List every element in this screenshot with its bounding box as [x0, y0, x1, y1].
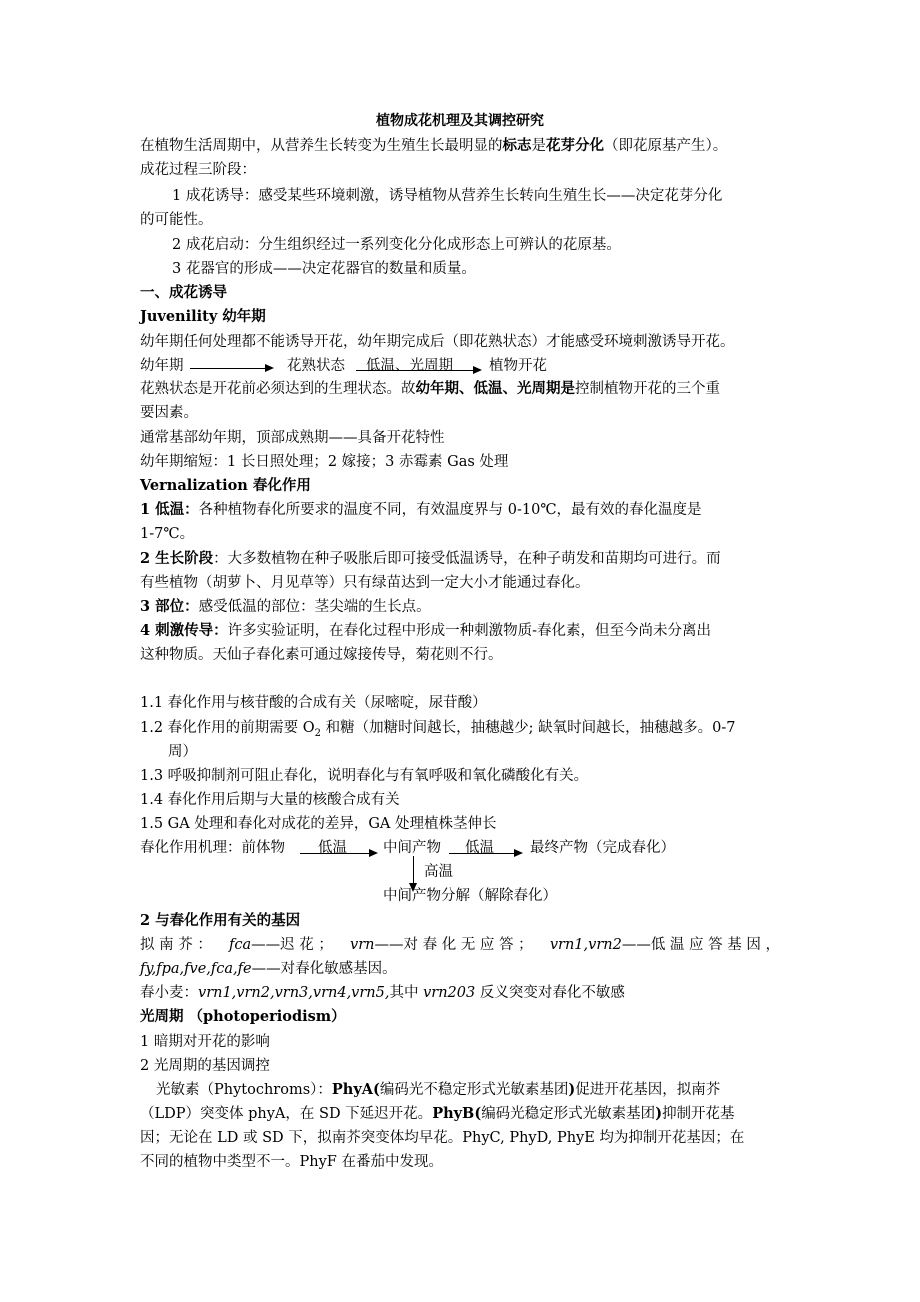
genes-wheat: 春小麦：vrn1,vrn2,vrn3,vrn4,vrn5,其中 vrn203 反义突变对春化不敏感	[140, 985, 625, 1001]
vern-item-1-cont: 1-7℃。	[140, 526, 195, 542]
phytochrome-line-2: （LDP）突变体 phyA，在 SD 下延迟开花。PhyB(编码光稳定形式光敏素基团)抑制开花基	[140, 1105, 735, 1122]
vern-item-1: 1 低温：各种植物春化所要求的温度不同，有效温度界与 0-10℃，最有效的春化温度是	[140, 501, 702, 518]
genes-arabidopsis-cont: fy,fpa,fve,fca,fe——对春化敏感基因。	[140, 961, 397, 977]
mech-final-product: 最终产物（完成春化）	[530, 840, 675, 856]
juvenility-p3: 通常基部幼年期，顶部成熟期——具备开花特性	[140, 430, 445, 446]
stage-1-cont: 的可能性。	[140, 212, 213, 228]
photoperiod-point-1: 1 暗期对开花的影响	[140, 1034, 270, 1050]
intro-line-1: 在植物生活周期中，从营养生长转变为生殖生长最明显的标志是花芽分化（即花原基产生）。	[140, 137, 728, 154]
flow-flowering: 植物开花	[489, 358, 547, 374]
vern-point-1-4: 1.4 春化作用后期与大量的核酸合成有关	[140, 792, 400, 808]
mech-label: 春化作用机理：前体物	[140, 840, 285, 856]
vern-item-4: 4 刺激传导：许多实验证明，在春化过程中形成一种刺激物质-春化素，但至今尚未分离出	[140, 622, 712, 639]
mech-decomposition: 中间产物分解（解除春化）	[383, 888, 557, 904]
phytochrome-line-4: 不同的植物中类型不一。PhyF 在番茄中发现。	[140, 1154, 443, 1170]
mech-arrow-1	[300, 853, 376, 854]
vern-item-3: 3 部位：感受低温的部位：茎尖端的生长点。	[140, 598, 431, 615]
flow-juvenile: 幼年期	[140, 358, 184, 374]
flow-arrow-1	[190, 368, 272, 369]
photoperiod-point-2: 2 光周期的基因调控	[140, 1058, 270, 1074]
flow-condition-label: 低温、光周期	[366, 358, 453, 374]
juvenility-heading: Juvenility 幼年期	[140, 308, 266, 325]
section-heading-induction: 一、成花诱导	[140, 284, 227, 301]
phytochrome-line-1: 光敏素（Phytochroms）：PhyA(编码光不稳定形式光敏素基团)促进开花基因，拟南芥	[156, 1081, 721, 1098]
vern-point-1-3: 1.3 呼吸抑制剂可阻止春化，说明春化与有氧呼吸和氧化磷酸化有关。	[140, 768, 589, 784]
intro-line-2: 成花过程三阶段：	[140, 162, 256, 178]
mech-low-temp-2: 低温	[465, 840, 494, 856]
genes-heading: 2 与春化作用有关的基因	[140, 912, 301, 929]
vern-point-1-5: 1.5 GA 处理和春化对成花的差异，GA 处理植株茎伸长	[140, 816, 497, 832]
flow-ripe-state: 花熟状态	[287, 358, 345, 374]
vern-point-1-1: 1.1 春化作用与核苷酸的合成有关（尿嘧啶，尿苷酸）	[140, 695, 487, 711]
stage-1: 1 成花诱导：感受某些环境刺激，诱导植物从营养生长转向生殖生长——决定花芽分化	[172, 188, 723, 204]
mech-low-temp-1: 低温	[318, 840, 347, 856]
mech-arrow-2	[449, 853, 521, 854]
stage-2: 2 成花启动：分生组织经过一系列变化分化成形态上可辨认的花原基。	[172, 237, 621, 253]
mech-high-temp: 高温	[424, 864, 453, 880]
flow-arrow-2	[356, 370, 480, 371]
vern-point-1-2-cont: 周）	[168, 744, 197, 760]
vern-item-2-cont: 有些植物（胡萝卜、月见草等）只有绿苗达到一定大小才能通过春化。	[140, 575, 590, 591]
vern-point-1-2: 1.2 春化作用的前期需要 $O_2$ 和糖（加糖时间越长，抽穗越少; 缺氧时间越长，抽穗越多。0-7	[140, 720, 736, 739]
juvenility-p4: 幼年期缩短：1 长日照处理；2 嫁接；3 赤霉素 Gas 处理	[140, 454, 509, 470]
vernalization-heading: Vernalization 春化作用	[140, 477, 311, 494]
page-title: 植物成花机理及其调控研究	[376, 113, 544, 129]
juvenility-p2-cont: 要因素。	[140, 405, 198, 421]
genes-arabidopsis-line: 拟 南 芥 ： fca——迟 花 ； vrn——对 春 化 无 应 答 ； vrn1,vrn2——低 温 应 答 基 因 ，	[140, 937, 780, 953]
vern-item-4-cont: 这种物质。天仙子春化素可通过嫁接传导，菊花则不行。	[140, 647, 503, 663]
mech-intermediate: 中间产物	[383, 840, 441, 856]
vern-item-2: 2 生长阶段：大多数植物在种子吸胀后即可接受低温诱导，在种子萌发和苗期均可进行。而	[140, 550, 721, 567]
juvenility-p1: 幼年期任何处理都不能诱导开花，幼年期完成后（即花熟状态）才能感受环境刺激诱导开花。	[140, 334, 735, 350]
stage-3: 3 花器官的形成——决定花器官的数量和质量。	[172, 261, 476, 277]
juvenility-p2: 花熟状态是开花前必须达到的生理状态。故幼年期、低温、光周期是控制植物开花的三个重	[140, 380, 720, 397]
photoperiod-heading: 光周期 （photoperiodism）	[140, 1008, 346, 1025]
phytochrome-line-3: 因；无论在 LD 或 SD 下，拟南芥突变体均早花。PhyC, PhyD, PhyE 均为抑制开花基因；在	[140, 1130, 745, 1146]
